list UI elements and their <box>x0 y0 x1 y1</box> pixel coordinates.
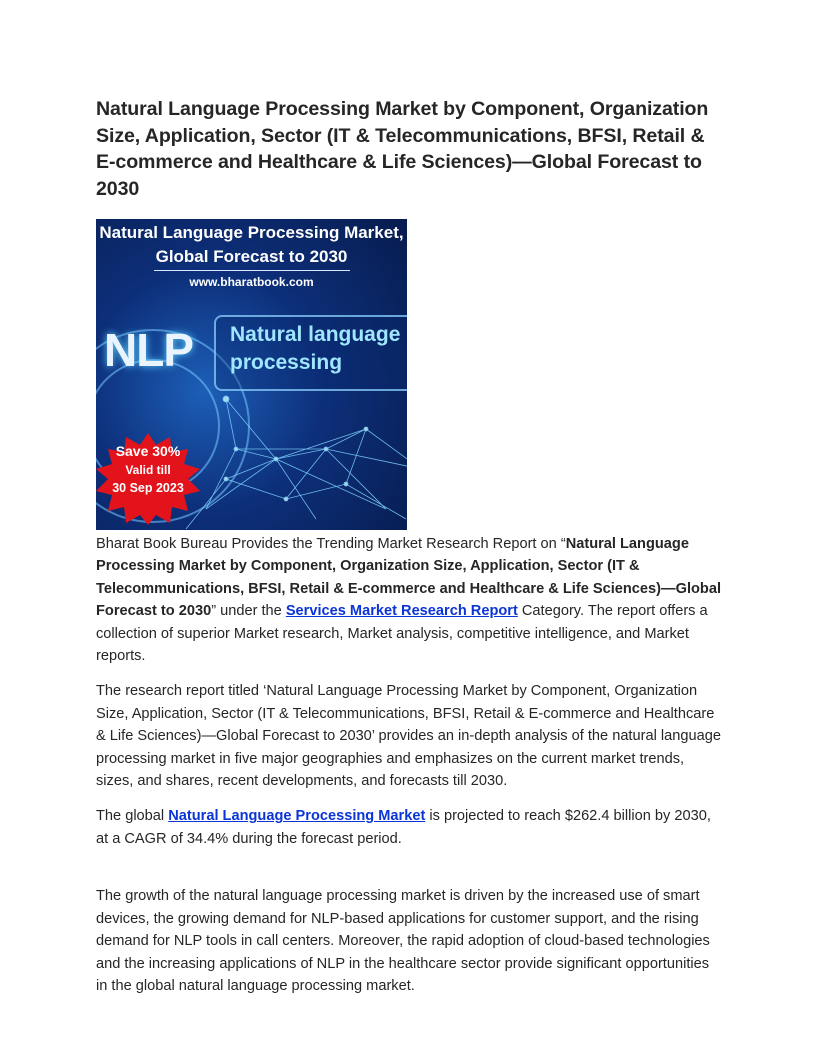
banner-nl-line1: Natural language <box>230 323 401 346</box>
intro-lead: Bharat Book Bureau Provides the Trending Market Research Report on “ <box>96 536 566 552</box>
projection-lead: The global <box>96 808 169 825</box>
intro-mid: ” under the <box>211 603 286 620</box>
banner-nl-line2: processing <box>230 351 343 374</box>
banner-url: www.bharatbook.com <box>189 275 314 289</box>
offer-save-text: Save 30% <box>115 443 181 459</box>
report-title: Natural Language Processing Market by Component, Organization Size, Application, Sector (IT & Telecommunications, BFSI, Retail & E-commerce and Healthcare & Life Sciences)—Global Forecast to 2030 <box>96 98 709 200</box>
nlp-market-link[interactable]: Natural Language Processing Market <box>168 808 426 825</box>
document-page <box>96 96 721 997</box>
intro-report-name: Natural Language Processing Market by Component, Organization Size, Application, Sector (IT & Telecommunications, BFSI, Retail & E-commerce and Healthcare & Life Sciences)—Global Forecast to 2030 <box>96 536 722 620</box>
intro-paragraph <box>96 533 721 667</box>
banner-nlp-text: NLP <box>104 324 193 376</box>
wireframe-hand-icon <box>166 389 407 529</box>
projection-tail: is projected to reach $262.4 billion by 2030, at a CAGR of 34.4% during the forecast period. <box>96 808 711 847</box>
banner-divider <box>154 270 350 271</box>
banner-headline-line2: Global Forecast to 2030 <box>155 247 348 266</box>
research-summary-paragraph: The research report titled ‘Natural Language Processing Market by Component, Organization Size, Application, Sector (IT & Telecommunications, BFSI, Retail & E-commerce and Healthcare & Life Sciences)—Global Forecast to 2030’ provides an in-depth analysis of the natural language processing market in five major geographies and emphasizes on the current market trends, sizes, and shares, recent developments, and forecasts till 2030. <box>96 683 721 790</box>
growth-drivers-paragraph: The growth of the natural language processing market is driven by the increased use of smart devices, the growing demand for NLP-based applications for customer support, and the rising demand for NLP tools in call centers. Moreover, the rapid adoption of cloud-based technologies and the increasing applications of NLP in the healthcare sector provide significant opportunities in the global natural language processing market. <box>96 888 710 994</box>
intro-tail: Category. The report offers a collection of superior Market research, Market analysis, competitive intelligence, and Market reports. <box>96 603 708 665</box>
report-banner-image <box>96 219 407 530</box>
market-projection-paragraph <box>96 805 721 850</box>
banner-headline-line1: Natural Language Processing Market, <box>99 223 404 242</box>
offer-date-text: 30 Sep 2023 <box>112 481 184 495</box>
offer-valid-text: Valid till <box>125 463 171 477</box>
services-report-link[interactable]: Services Market Research Report <box>285 603 518 620</box>
